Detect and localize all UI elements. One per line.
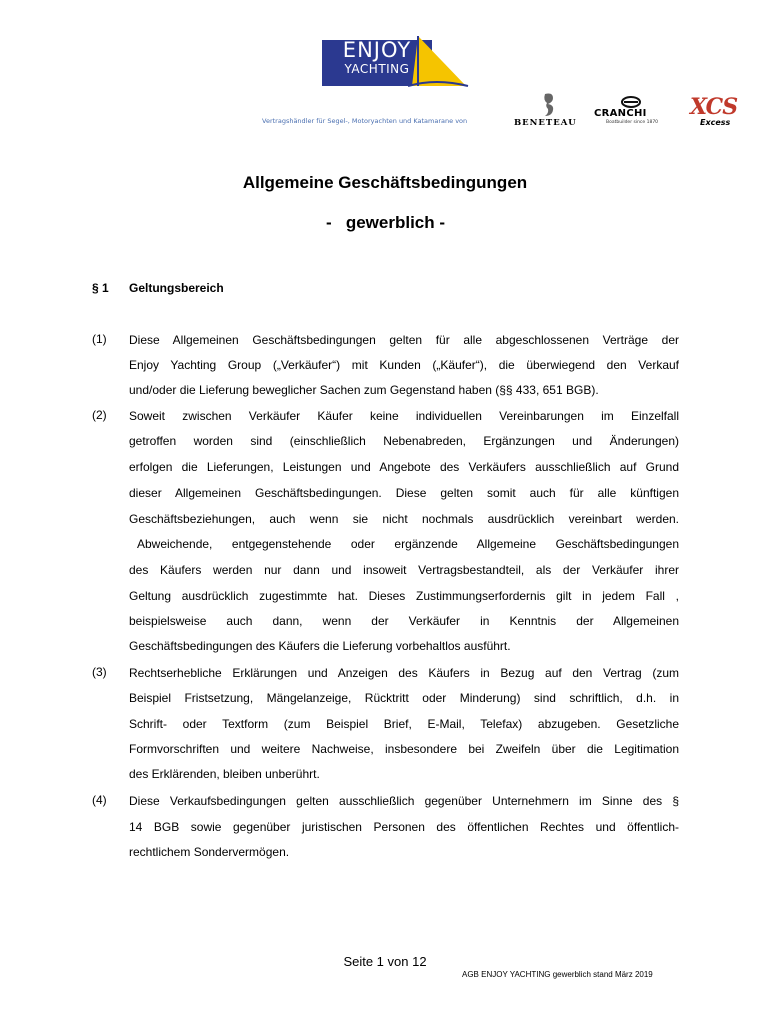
logo-line1: ENJOY: [342, 38, 412, 62]
clause-line: getroffen worden sind (einschließlich Nebenabreden, Ergänzungen und Änderungen): [129, 434, 679, 448]
document-reference: AGB ENJOY YACHTING gewerblich stand März 2019: [462, 970, 653, 979]
clause-number: (2): [92, 408, 107, 422]
page-number: Seite 1 von 12: [343, 954, 427, 969]
sail-icon: [408, 34, 470, 90]
clause-line: des Käufers werden nur dann und insoweit Vertragsbestandteil, als der Verkäufer ihrer: [129, 563, 679, 577]
clause-line: rechtlichem Sondervermögen.: [129, 845, 290, 859]
clause-number: (1): [92, 332, 107, 346]
clause-line: des Erklärenden, bleiben unberührt.: [129, 767, 320, 781]
section-title: Geltungsbereich: [129, 281, 224, 295]
clause-line: erfolgen die Lieferungen, Leistungen und Angebote des Verkäufers ausschließlich auf Grund: [129, 460, 679, 474]
clause-line: Diese Allgemeinen Geschäftsbedingungen gelten für alle abgeschlossenen Verträge der: [129, 333, 679, 347]
cranchi-subtitle: Boatbuilder since 1870: [606, 120, 659, 125]
cranchi-emblem-icon: [620, 96, 642, 108]
section-number: § 1: [92, 281, 109, 295]
clause-line: Beispiel Fristsetzung, Mängelanzeige, Rücktritt oder Minderung) sind schriftlich, d.h. in: [129, 691, 679, 705]
clause-line: Rechtserhebliche Erklärungen und Anzeigen des Käufers in Bezug auf den Vertrag (zum: [129, 666, 679, 680]
clause-line: Geschäftsbeziehungen, auch wenn sie nicht nochmals ausdrücklich vereinbart werden.: [129, 512, 679, 526]
logo-line2: YACHTING: [344, 62, 410, 76]
clause-line: Geltung ausdrücklich zugestimmte hat. Dieses Zustimmungserfordernis gilt in jedem Fall ,: [129, 589, 679, 603]
clause-line: 14 BGB sowie gegenüber juristischen Personen des öffentlichen Rechtes und öffentlich-: [129, 820, 679, 834]
clause-line: und/oder die Lieferung beweglicher Sachen zum Gegenstand haben (§§ 433, 651 BGB).: [129, 383, 599, 397]
clause-number: (3): [92, 665, 107, 679]
document-subtitle: - gewerblich -: [326, 213, 446, 232]
dealer-text: Vertragshändler für Segel-, Motoryachten und Katamarane von: [262, 117, 468, 125]
excess-logo-text: Excess: [700, 118, 731, 127]
cranchi-logo-text: CRANCHI: [594, 108, 647, 119]
clause-line: Abweichende, entgegenstehende oder ergänzende Allgemeine Geschäftsbedingungen: [137, 537, 679, 551]
beneteau-logo-text: BENETEAU: [514, 118, 577, 128]
clause-line: Formvorschriften und weitere Nachweise, insbesondere bei Zweifeln über die Legitimation: [129, 742, 679, 756]
enjoy-yachting-logo: [322, 34, 470, 90]
xcs-logo-text: XCS: [690, 94, 738, 120]
clause-line: dieser Allgemeinen Geschäftsbedingungen. Diese gelten somit auch für alle künftigen: [129, 486, 679, 500]
beneteau-seahorse-icon: [539, 92, 559, 118]
clause-line: Enjoy Yachting Group („Verkäufer“) mit Kunden („Käufer“), die überwiegend den Verkauf: [129, 358, 679, 372]
clause-line: Schrift- oder Textform (zum Beispiel Brief, E-Mail, Telefax) abzugeben. Gesetzliche: [129, 717, 679, 731]
clause-line: Soweit zwischen Verkäufer Käufer keine individuellen Vereinbarungen im Einzelfall: [129, 409, 679, 423]
clause-line: Diese Verkaufsbedingungen gelten ausschließlich gegenüber Unternehmern im Sinne des §: [129, 794, 679, 808]
document-title: Allgemeine Geschäftsbedingungen: [242, 173, 528, 192]
clause-line: beispielsweise auch dann, wenn der Verkäufer in Kenntnis der Allgemeinen: [129, 614, 679, 628]
clause-number: (4): [92, 793, 107, 807]
clause-line: Geschäftsbedingungen des Käufers die Lieferung vorbehaltlos ausführt.: [129, 639, 511, 653]
